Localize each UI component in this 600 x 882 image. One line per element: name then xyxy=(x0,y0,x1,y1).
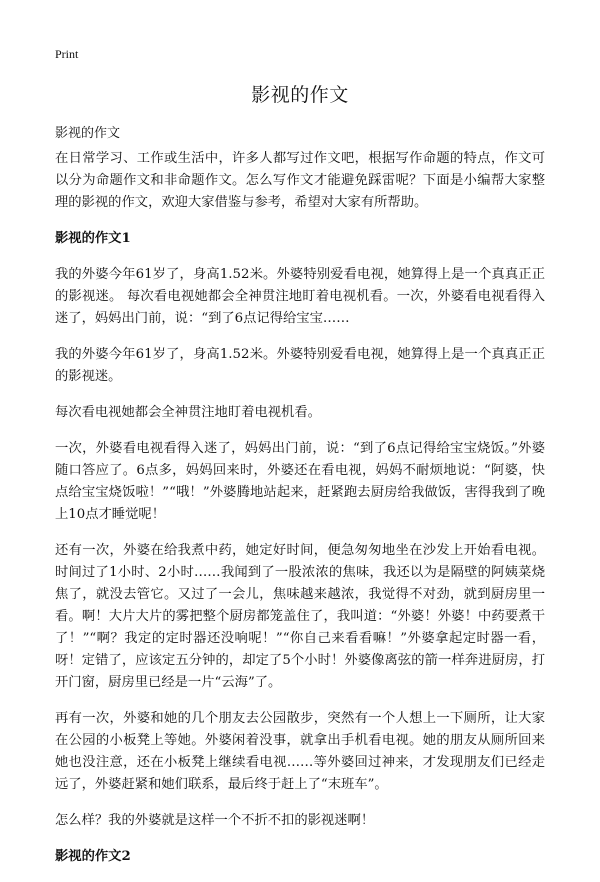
paragraph: 我的外婆今年61岁了，身高1.52米。外婆特别爱看电视，她算得上是一个真真正正的影视迷。 每次看电视她都会全神贯注地盯着电视机看。一次，外婆看电视看得入迷了，妈妈出门前，说：“到了6点记得给宝宝…… xyxy=(55,267,545,326)
page-title: 影视的作文 xyxy=(251,84,349,106)
paragraph: 每次看电视她都会全神贯注地盯着电视机看。 xyxy=(55,405,321,420)
print-link[interactable]: Print xyxy=(55,47,79,61)
intro-paragraph: 在日常学习、工作或生活中，许多人都写过作文吧，根据写作命题的特点，作文可以分为命题作文和非命题作文。怎么写作文才能避免踩雷呢？下面是小编帮大家整理的影视的作文，欢迎大家借鉴与参考，希望对大家有所帮助。 xyxy=(55,151,545,210)
paragraph: 我的外婆今年61岁了，身高1.52米。外婆特别爱看电视，她算得上是一个真真正正的影视迷。 xyxy=(55,347,545,384)
paragraph: 怎么样？我的外婆就是这样一个不折不扣的影视迷啊！ xyxy=(55,813,375,828)
paragraph: 还有一次，外婆在给我煮中药，她定好时间，便急匆匆地坐在沙发上开始看电视。时间过了1小时、2小时……我闻到了一股浓浓的焦味，我还以为是隔壁的阿姨菜烧焦了，就没去管它。又过了一会儿，焦味越来越浓，我觉得不对劲，就到厨房里一看。啊！大片大片的雾把整个厨房都笼盖住了，我叫道：“外婆！外婆！中药要煮干了！”“啊？我定的定时器还没响呢！”“你自己来看看嘛！”外婆拿起定时器一看，呀！定错了，应该定五分钟的，却定了5个小时！外婆像离弦的箭一样奔进厨房，打开门窗，厨房里已经是一片“云海”了。 xyxy=(55,543,545,690)
document-subtitle: 影视的作文 xyxy=(55,126,121,141)
article-body xyxy=(55,148,545,882)
paragraph: 一次，外婆看电视看得入迷了，妈妈出门前，说：“到了6点记得给宝宝烧饭。”外婆随口答应了。6点多，妈妈回来时，外婆还在看电视，妈妈不耐烦地说：“阿婆，快点给宝宝烧饭啦！”“哦！”外婆腾地站起来，赶紧跑去厨房给我做饭，害得我到了晚上10点才睡觉呢！ xyxy=(55,441,545,522)
section-heading-1: 影视的作文1 xyxy=(55,231,131,246)
paragraph: 再有一次，外婆和她的几个朋友去公园散步，突然有一个人想上一下厕所，让大家在公园的小板凳上等她。外婆闲着没事，就拿出手机看电视。她的朋友从厕所回来她也没注意，还在小板凳上继续看电视……等外婆回过神来，才发现朋友们已经走远了，外婆赶紧和她们联系，最后终于赶上了“末班车”。 xyxy=(55,711,545,792)
section-heading-2: 影视的作文2 xyxy=(55,849,131,864)
